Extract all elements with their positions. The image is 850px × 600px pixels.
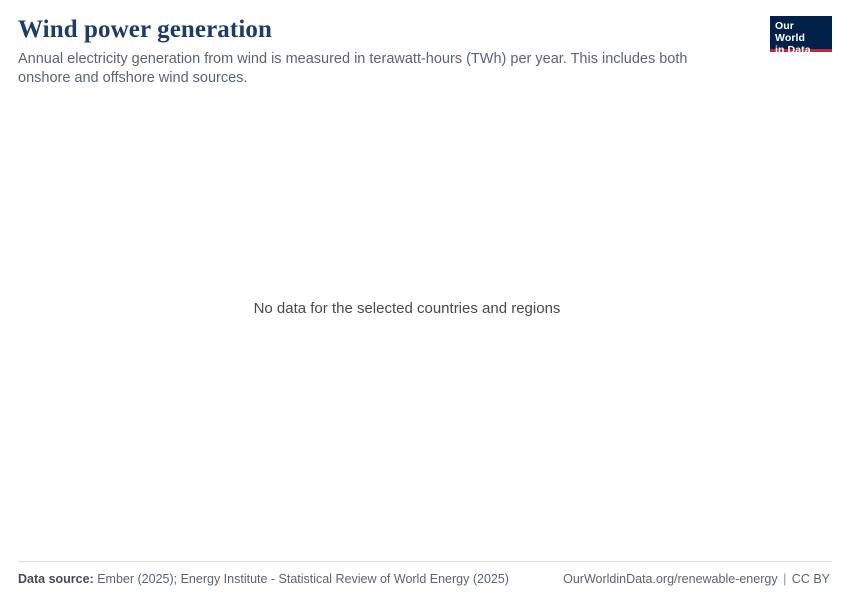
data-source <box>18 572 509 586</box>
data-source-label: Data source: <box>18 572 94 586</box>
logo-line-two: in Data <box>775 44 811 57</box>
chart-plot-area <box>18 88 832 561</box>
chart-footer <box>18 561 832 600</box>
footer-separator: | <box>783 572 787 586</box>
no-data-message: No data for the selected countries and regions <box>253 299 561 317</box>
page-title: Wind power generation <box>18 16 272 43</box>
license-link[interactable]: CC BY <box>791 572 830 586</box>
footer-attribution <box>563 572 832 586</box>
logo-line-one: Our World <box>775 20 806 45</box>
chart-header <box>18 16 832 88</box>
chart-subtitle: Annual electricity generation from wind is measured in terawatt-hours (TWh) per year. This includes both onshore and offshore wind sources. <box>18 50 688 86</box>
our-world-in-data-logo[interactable] <box>770 16 832 57</box>
site-link[interactable]: OurWorldinData.org/renewable-energy <box>563 572 778 586</box>
data-source-text: Ember (2025); Energy Institute - Statistical Review of World Energy (2025) <box>97 572 509 586</box>
